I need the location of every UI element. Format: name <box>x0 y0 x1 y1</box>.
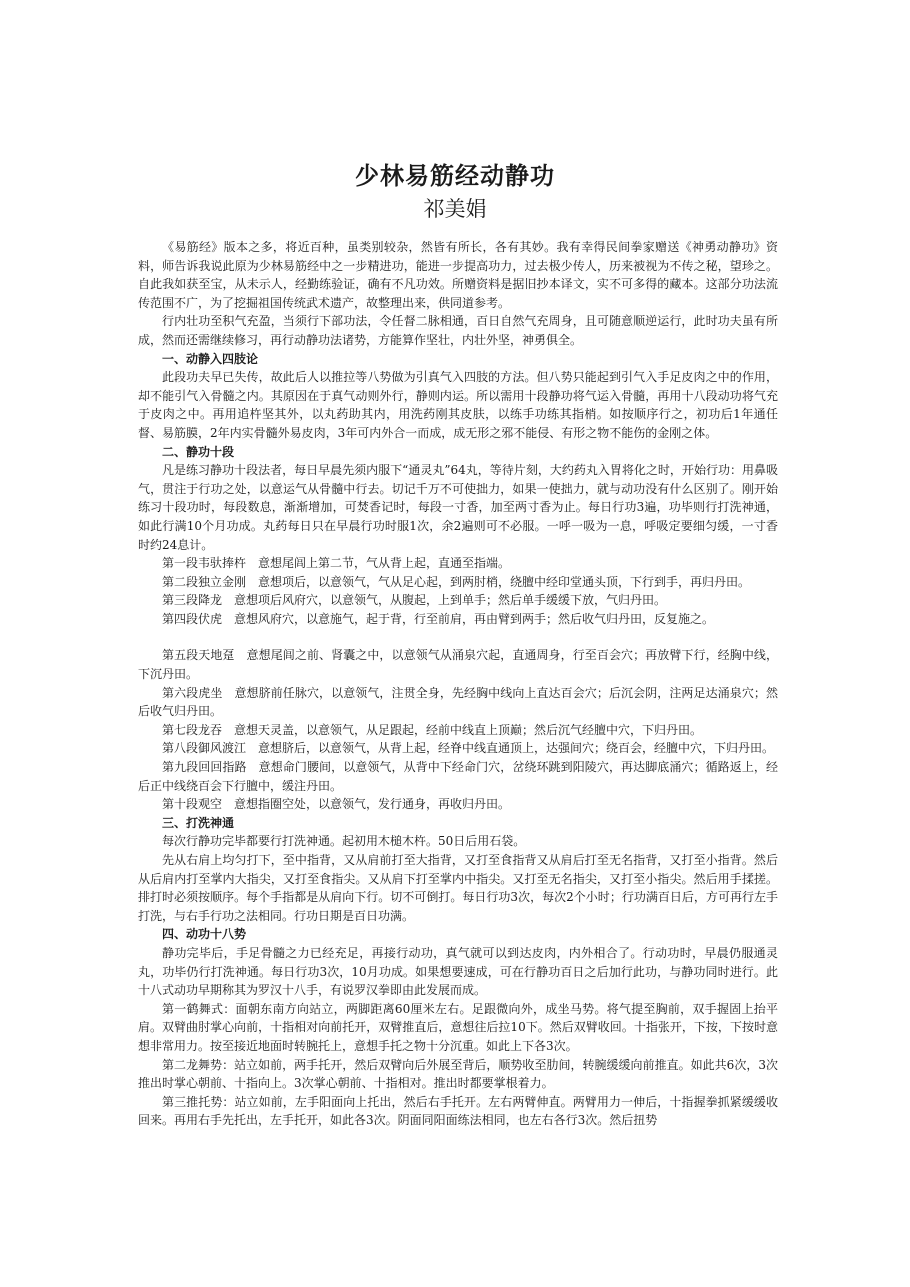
paragraph: 第三段降龙 意想项后风府穴，以意领气，从腹起，上到单手；然后单手缓缓下放，气归丹田。 <box>162 593 667 608</box>
paragraph: 第二龙舞势：站立如前，两手托开，然后双臂向后外展至背后，顺势收至肋间，转腕缓缓向前推直。如此共6次，3次推出时掌心朝前、十指向上。3次掌心朝前、十指相对。推出时都要掌根着力。 <box>138 1057 778 1091</box>
paragraph: 第八段御风渡江 意想脐后，以意领气，从背上起，经脊中线直通顶上，达强间穴；绕百会，经膻中穴，下归丹田。 <box>162 741 775 756</box>
document-title: 少林易筋经动静功 <box>355 161 555 190</box>
paragraph: 第一鹤舞式：面朝东南方向站立，两脚距离60厘米左右。足跟微向外，成坐马势。将气提至胸前，双手握固上抬平肩。双臂曲肘掌心向前，十指相对向前托开，双臂推直后，意想往后拉10下。然后双臂收回。十指张开，下按，下按时意想非常用力。按至接近地面时转腕托上，意想手托之物十分沉重。如此上下各3次。 <box>138 1001 778 1053</box>
paragraph: 行内壮功至积气充盈，当须行下部功法，令任督二脉相通，百日自然气充周身，且可随意顺逆运行，此时功夫虽有所成，然而还需继续修习，再行动静功法诸势，方能算作坚壮，内壮外坚，神勇俱全。 <box>138 314 778 347</box>
paragraph: 《易筋经》版本之多，将近百种，虽类别较杂，然皆有所长，各有其妙。我有幸得民间拳家赠送《神勇动静功》资料，师告诉我说此原为少林易筋经中之一步精进功，能进一步提高功力，过去极少传人，历来被视为不传之秘，望珍之。自此我如获至宝，从未示人，经勤练验证，确有不凡功效。所赠资料是据旧抄本译文，实不可多得的藏本。这部分功法流传范围不广，为了挖掘祖国传统武术遗产，故整理出来，供同道参考。 <box>138 240 778 310</box>
section-heading: 三、打洗神通 <box>162 815 235 830</box>
paragraph: 每次行静功完毕都要行打洗神通。起初用木槌木杵。50日后用石袋。 <box>162 834 526 849</box>
paragraph: 第十段观空 意想指圈空处，以意领气，发行通身，再收归丹田。 <box>162 797 511 812</box>
paragraph: 第一段韦驮捧杵 意想尾闾上第二节，气从背上起，直通至指端。 <box>162 556 511 571</box>
paragraph: 此段功夫早已失传，故此后人以推拉等八势做为引真气入四肢的方法。但八势只能起到引气入手足皮肉之中的作用，却不能引气入骨髓之内。其原因在于真气动则外行，静则内运。所以需用十段静功将气运入骨髓，再用十八段动功将气充于皮肉之中。再用追杵坚其外，以丸药助其内，用洗药刚其皮肤，以练手功练其指梢。如按顺序行之，初功后1年通任督、易筋膜，2年内实骨髓外易皮肉，3年可内外合一而成，成无形之邪不能侵、有形之物不能伤的金刚之体。 <box>138 370 778 440</box>
paragraph: 先从右肩上均匀打下，至中指背，又从肩前打至大指背，又打至食指背又从肩后打至无名指背，又打至小指背。然后从后肩内打至掌内大指尖，又打至食指尖。又从肩下打至掌内中指尖。又打至无名指尖，又打至小指尖。然后用手揉搓。排打时必须按顺序。每个手指都是从肩向下行。切不可倒打。每日行功3次，每次2个小时；行功满百日后，方可再行左手打洗，与右手行功之法相同。行功日期是百日功满。 <box>138 853 778 923</box>
paragraph: 第七段龙吞 意想天灵盖，以意领气，从足跟起，经前中线直上顶巅；然后沉气经膻中穴，下归丹田。 <box>162 722 703 737</box>
paragraph: 第五段天地趸 意想尾闾之前、肾囊之中，以意领气从涌泉穴起，直通周身，行至百会穴；再放臂下行，经胸中线，下沉丹田。 <box>138 648 778 682</box>
paragraph: 第九段回回指路 意想命门腰间，以意领气，从背中下经命门穴，岔绕环跳到阳陵穴，再达脚底涌穴；循路返上，经后正中线绕百会下行膻中，缓注丹田。 <box>138 760 778 793</box>
paragraph: 凡是练习静功十段法者，每日早晨先须内服下“通灵丸”64丸，等待片刻，大约药丸入胃将化之时，开始行功：用鼻吸气，贯注于行功之处，以意运气从骨髓中行去。切记千万不可使拙力，如果一使拙力，就与动功没有什么区别了。刚开始练习十段功时，每段数息，渐渐增加，可焚香记时，每段一寸香，加至两寸香为止。每日行功3遍，功毕则行打洗神通，如此行满10个月功成。丸药每日只在早晨行功时服1次，余2遍则可不必服。一呼一吸为一息，呼吸定要细匀缓，一寸香时约24息计。 <box>138 463 778 552</box>
paragraph: 第三推托势：站立如前，左手阳面向上托出，然后右手托开。左右两臂伸直。两臂用力一伸后，十指握拳抓紧缓缓收回来。再用右手先托出，左手托开，如此各3次。阴面同阳面练法相同，也左右各行3次。然后扭势 <box>138 1094 778 1128</box>
paragraph: 静功完毕后，手足骨髓之力已经充足，再接行动功，真气就可以到达皮肉，内外相合了。行动功时，早晨仍服通灵丸，功毕仍行打洗神通。每日行功3次，10月功成。如果想要速成，可在行静功百日之后加行此功，与静功同时进行。此十八式动功早期称其为罗汉十八手，有说罗汉拳即由此发展而成。 <box>138 945 778 998</box>
section-heading: 四、动功十八势 <box>162 927 247 942</box>
section-heading: 二、静功十段 <box>162 444 235 459</box>
paragraph: 第四段伏虎 意想风府穴，以意施气，起于背，行至前肩，再由臂到两手；然后收气归丹田，反复施之。 <box>162 611 715 626</box>
document-body <box>138 238 778 1130</box>
document-author: 祁美娟 <box>423 197 487 221</box>
section-heading: 一、动静入四肢论 <box>162 351 259 366</box>
paragraph: 第六段虎坐 意想脐前任脉穴，以意领气，注贯全身，先经胸中线向上直达百会穴；后沉会阴，注两足达涌泉穴；然后收气归丹田。 <box>138 685 778 719</box>
paragraph: 第二段独立金刚 意想项后，以意领气，气从足心起，到两肘梢，绕膻中经印堂通头顶，下行到手，再归丹田。 <box>162 574 751 589</box>
